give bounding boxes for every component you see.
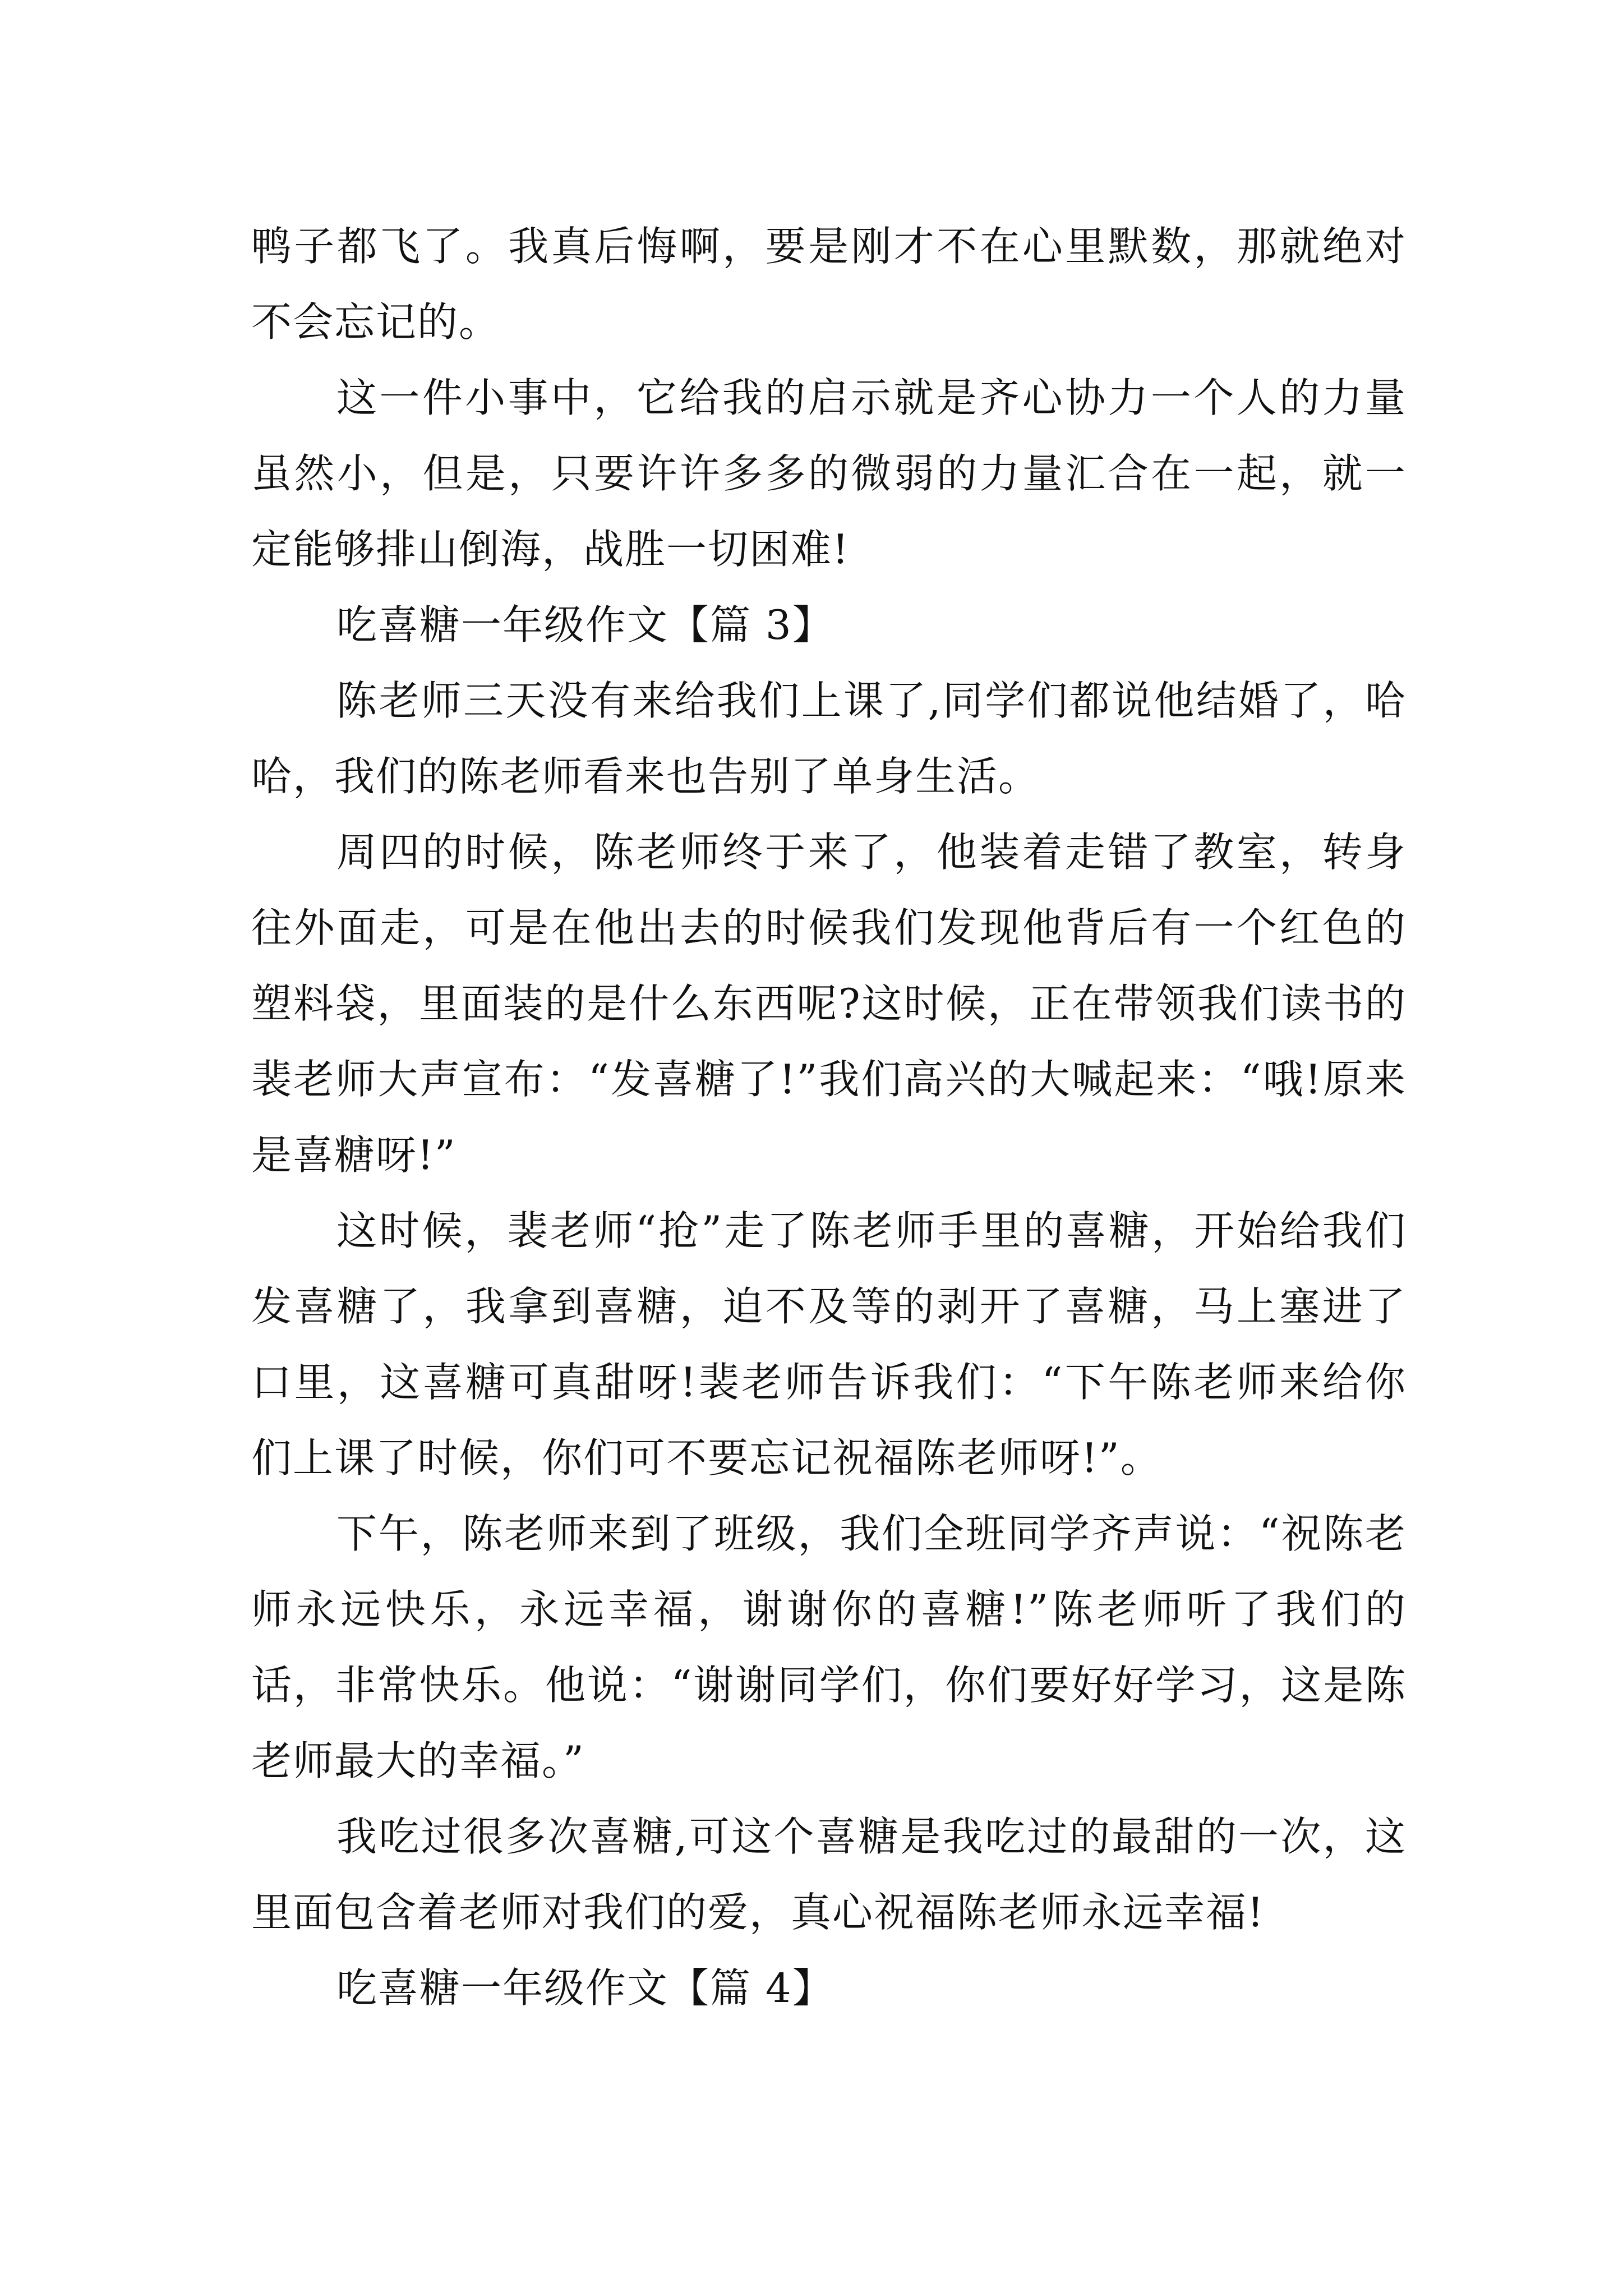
paragraph: 这一件小事中，它给我的启示就是齐心协力一个人的力量虽然小，但是，只要许许多多的微弱的力量汇合在一起，就一定能够排山倒海，战胜一切困难! bbox=[251, 374, 1407, 573]
section-heading: 吃喜糖一年级作文【篇 4】 bbox=[336, 1964, 834, 2012]
section-heading: 吃喜糖一年级作文【篇 3】 bbox=[336, 601, 834, 648]
paragraph: 鸭子都飞了。我真后悔啊，要是刚才不在心里默数，那就绝对不会忘记的。 bbox=[251, 223, 1407, 346]
paragraph: 陈老师三天没有来给我们上课了,同学们都说他结婚了，哈哈，我们的陈老师看来也告别了单身生活。 bbox=[251, 677, 1407, 800]
paragraph: 这时候，裴老师“抢”走了陈老师手里的喜糖，开始给我们发喜糖了，我拿到喜糖，迫不及等的剥开了喜糖，马上塞进了口里，这喜糖可真甜呀!裴老师告诉我们：“下午陈老师来给你们上课了时候，你们可不要忘记祝福陈老师呀!”。 bbox=[251, 1207, 1407, 1481]
document-body bbox=[251, 209, 1407, 2026]
paragraph: 周四的时候，陈老师终于来了，他装着走错了教室，转身往外面走，可是在他出去的时候我们发现他背后有一个红色的塑料袋，里面装的是什么东西呢?这时候，正在带领我们读书的裴老师大声宣布：“发喜糖了!”我们高兴的大喊起来：“哦!原来是喜糖呀!” bbox=[251, 829, 1407, 1179]
paragraph: 我吃过很多次喜糖,可这个喜糖是我吃过的最甜的一次，这里面包含着老师对我们的爱，真心祝福陈老师永远幸福! bbox=[251, 1813, 1407, 1936]
paragraph: 下午，陈老师来到了班级，我们全班同学齐声说：“祝陈老师永远快乐，永远幸福，谢谢你的喜糖!”陈老师听了我们的话，非常快乐。他说：“谢谢同学们，你们要好好学习，这是陈老师最大的幸福。” bbox=[251, 1510, 1407, 1784]
